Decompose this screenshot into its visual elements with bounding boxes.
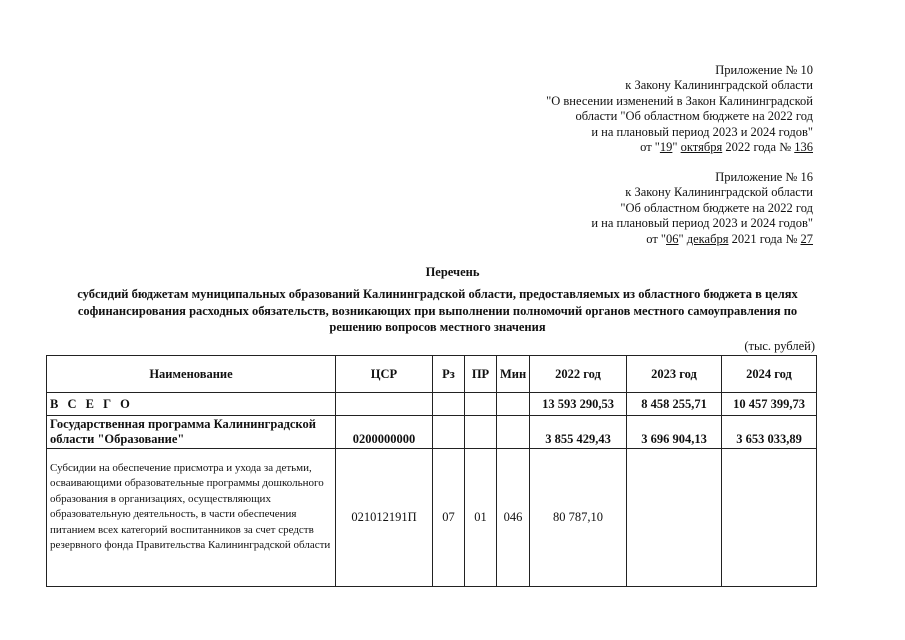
- table-row-total: [47, 393, 817, 416]
- appendix-10-line1: Приложение № 10: [715, 63, 813, 77]
- header-name: Наименование: [47, 356, 336, 393]
- program-2024: 3 653 033,89: [722, 416, 817, 449]
- table-row-program: [47, 416, 817, 449]
- appendix-10-day: 19: [659, 140, 673, 155]
- appendix-10-header: [546, 63, 813, 155]
- appendix-10-year: 2022 года №: [722, 140, 795, 155]
- subsidy-csr: 021012191П: [336, 449, 433, 587]
- appendix-16-header: [591, 170, 813, 247]
- subsidy-min: 046: [497, 449, 530, 587]
- appendix-16-line3: "Об областном бюджете на 2022 год: [620, 200, 813, 215]
- header-pr: ПР: [465, 356, 497, 393]
- appendix-16-month: декабря: [686, 231, 729, 246]
- table-header-row: [47, 356, 817, 393]
- appendix-10-number: 136: [794, 140, 813, 155]
- header-2022: 2022 год: [530, 356, 627, 393]
- appendix-16-day: 06: [666, 231, 679, 246]
- program-pr: [465, 416, 497, 449]
- subsidy-2022: 80 787,10: [530, 449, 627, 587]
- total-2023: 8 458 255,71: [627, 393, 722, 416]
- appendix-16-line2: к Закону Калининградской области: [625, 185, 813, 200]
- total-min: [497, 393, 530, 416]
- appendix-16-date-mid: ": [678, 231, 687, 246]
- appendix-10-date-mid: ": [672, 140, 681, 155]
- header-2023: 2023 год: [627, 356, 722, 393]
- subsidy-2023: [627, 449, 722, 587]
- total-2022: 13 593 290,53: [530, 393, 627, 416]
- subsidy-2024: [722, 449, 817, 587]
- total-label: В С Е Г О: [47, 393, 336, 416]
- appendix-10-date: [546, 140, 813, 155]
- program-2023: 3 696 904,13: [627, 416, 722, 449]
- subsidies-table: [46, 355, 817, 587]
- header-2024: 2024 год: [722, 356, 817, 393]
- header-min: Мин: [497, 356, 530, 393]
- subsidy-rz: 07: [433, 449, 465, 587]
- total-2024: 10 457 399,73: [722, 393, 817, 416]
- appendix-16-number: 27: [800, 231, 813, 246]
- appendix-16-year: 2021 года №: [728, 231, 801, 246]
- program-2022: 3 855 429,43: [530, 416, 627, 449]
- subsidy-name: Субсидии на обеспечение присмотра и ухода за детьми, осваивающими образовательные программы дошкольного образования в организациях, осуществляющих образовательную деятельность, в части обеспечения питанием всех категорий воспитанников за счет средств резервного фонда Правительства Калининградской области: [47, 449, 336, 587]
- appendix-10-date-prefix: от ": [640, 140, 660, 155]
- appendix-10-line3: "О внесении изменений в Закон Калининградской: [546, 93, 813, 108]
- units-label: (тыс. рублей): [744, 339, 815, 353]
- subsidy-pr: 01: [465, 449, 497, 587]
- program-csr: 0200000000: [336, 416, 433, 449]
- header-rz: Рз: [433, 356, 465, 393]
- appendix-10-month: октября: [680, 140, 723, 155]
- appendix-16-line4: и на плановый период 2023 и 2024 годов": [591, 216, 813, 231]
- total-csr: [336, 393, 433, 416]
- appendix-16-line1: Приложение № 16: [715, 170, 813, 184]
- table-row-subsidy: [47, 449, 817, 587]
- appendix-10-line4: области "Об областном бюджете на 2022 год: [575, 109, 813, 124]
- appendix-16-date-prefix: от ": [646, 231, 667, 246]
- appendix-10-line5: и на плановый период 2023 и 2024 годов": [591, 124, 813, 139]
- header-csr: ЦСР: [336, 356, 433, 393]
- appendix-10-line2: к Закону Калининградской области: [625, 78, 813, 93]
- program-name: Государственная программа Калининградской области "Образование": [47, 416, 336, 449]
- appendix-16-date: [591, 232, 813, 247]
- total-rz: [433, 393, 465, 416]
- total-pr: [465, 393, 497, 416]
- document-title: Перечень: [425, 265, 480, 279]
- program-min: [497, 416, 530, 449]
- program-rz: [433, 416, 465, 449]
- document-subtitle: субсидий бюджетам муниципальных образований Калининградской области, предоставляемых из областного бюджета в целях софинансирования расходных обязательств, возникающих при выполнении полномочий органов местного самоуправления по решению вопросов местного значения: [77, 287, 798, 334]
